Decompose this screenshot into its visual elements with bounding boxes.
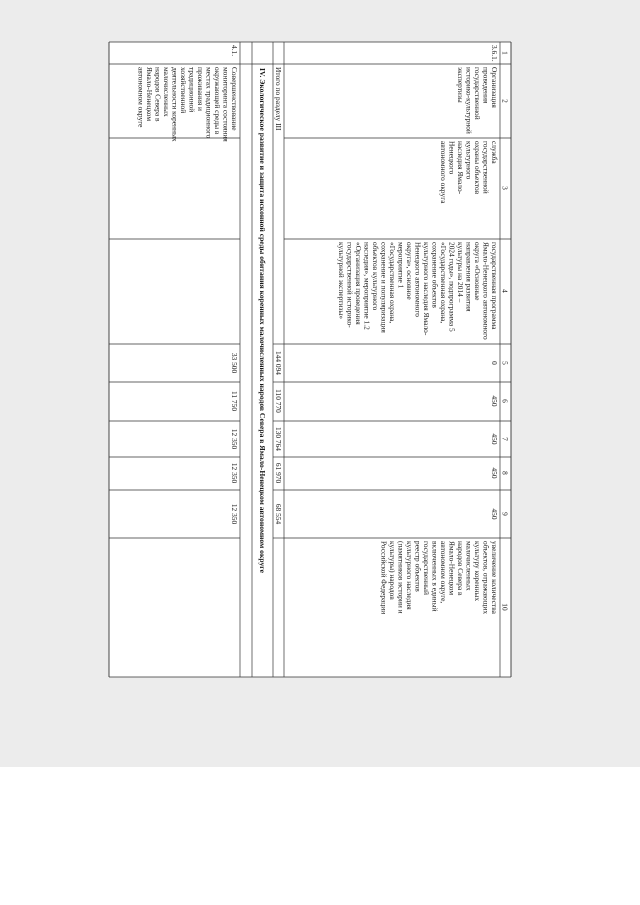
- row-number: 3.6.1.: [490, 45, 499, 62]
- row-4-1-col2-line: традиционной: [187, 67, 197, 113]
- row-3-6-1-col10-line: Ямало-Ненецком: [447, 541, 457, 596]
- row-3-6-1-col4-line: сохранение и популяризация: [379, 242, 389, 333]
- row-4-1-col2-line: проживания и: [196, 67, 205, 112]
- row-3-6-1-col4-line: государственная программа: [490, 242, 499, 330]
- row-4-1-col2-line: народов Севера в: [153, 67, 163, 122]
- row-4-1-value: 12 350: [230, 503, 239, 525]
- row-3-6-1-col4-line: культуры на 2014 –: [456, 242, 465, 303]
- total-row-value: 110 770: [274, 389, 283, 413]
- row-4-1-value: 11 750: [230, 390, 239, 412]
- total-row-label: Итого по разделу III: [274, 67, 283, 131]
- row-3-6-1-col3-line: автономного округа: [439, 141, 448, 204]
- row-3-6-1-col4-line: Ненецкого автономного: [413, 242, 423, 317]
- header-col-8: 8: [500, 471, 510, 475]
- header-col-3: 3: [500, 186, 510, 190]
- row-3-6-1-col2-line: историко-культурной: [464, 67, 474, 134]
- row-3-6-1-col10-line: государственный: [422, 541, 431, 595]
- row-3-6-1-col4-line: округа «Основные: [473, 242, 482, 301]
- row-3-6-1-col3-line: наследия Ямало-: [456, 141, 465, 195]
- row-number: 4.1.: [230, 45, 239, 57]
- row-3-6-1-value: 450: [490, 467, 499, 479]
- row-3-6-1-col4-line: Ямало-Ненецкого автономного: [481, 242, 491, 340]
- row-3-6-1-col2-line: экспертизы: [456, 67, 465, 103]
- row-3-6-1-col4-line: наследия», мероприятие 1.2: [362, 242, 372, 330]
- row-3-6-1-col10-line: Российской Федерации: [379, 541, 389, 615]
- row-3-6-1-col10-line: народов Севера в: [456, 541, 465, 596]
- row-4-1-col2-line: Ямало-Ненецком: [145, 67, 154, 122]
- row-3-6-1-value: 450: [490, 508, 499, 520]
- row-3-6-1-col3-line: Ненецкого: [447, 141, 457, 175]
- row-3-6-1-col2-line: проведения: [481, 67, 491, 104]
- header-col-1: 1: [500, 51, 510, 55]
- header-col-4: 4: [500, 289, 510, 293]
- row-3-6-1-value: 450: [490, 433, 499, 445]
- row-3-6-1-col10-line: увеличение количества: [490, 541, 499, 614]
- row-3-6-1-col10-line: включенных в единый: [430, 541, 440, 612]
- header-col-2: 2: [500, 99, 510, 103]
- row-3-6-1-col3-line: культурного: [464, 141, 474, 180]
- row-3-6-1-col4-line: «Государственная охрана,: [388, 242, 397, 324]
- row-3-6-1-col3-line: служба: [490, 141, 499, 164]
- row-4-1-value: 33 500: [230, 352, 239, 374]
- row-3-6-1-col10-line: культуру коренных: [473, 541, 482, 602]
- header-col-10: 10: [500, 603, 510, 611]
- total-row-value: 61 970: [274, 462, 283, 484]
- row-3-6-1-col10-line: объектов, отражающих: [481, 541, 491, 615]
- row-4-1-col2-line: деятельности коренных: [170, 67, 180, 142]
- row-3-6-1-col10-line: автономном округе,: [439, 541, 448, 604]
- rotated-table: [109, 42, 511, 677]
- row-3-6-1-col4-line: «Организация проведения: [354, 242, 363, 325]
- row-3-6-1-col10-line: культуры) народов: [388, 541, 397, 600]
- row-3-6-1-col2-line: Организация: [490, 67, 499, 108]
- header-col-9: 9: [500, 512, 510, 516]
- row-3-6-1-col4-line: объектов культурного: [371, 242, 380, 311]
- header-col-6: 6: [500, 399, 510, 403]
- row-3-6-1-col4-line: «Государственная охрана,: [439, 242, 448, 324]
- row-3-6-1-col10-line: (памятников истории и: [396, 541, 406, 614]
- total-row-value: 68 554: [274, 503, 283, 525]
- row-3-6-1-col4-line: направления развития: [464, 242, 474, 312]
- row-4-1-col2-line: мониторинга состояния: [221, 67, 231, 142]
- row-3-6-1-col3-line: охраны объектов: [473, 141, 482, 195]
- row-3-6-1-col4-line: культурного наследия Ямало-: [422, 242, 431, 336]
- row-4-1-col2-line: автономном округе: [136, 67, 146, 128]
- row-3-6-1-col4-line: округа», основное: [405, 242, 414, 300]
- total-row-value: 130 764: [274, 426, 283, 452]
- row-3-6-1-col2-line: государственной: [473, 67, 482, 120]
- row-4-1-col2-line: местах традиционного: [204, 67, 214, 139]
- row-4-1-col2-line: окружающей среды в: [213, 67, 222, 135]
- row-4-1-col2-line: хозяйственной: [179, 67, 188, 114]
- row-3-6-1-col10-line: реестр объектов: [413, 541, 423, 592]
- row-3-6-1-col4-line: 2024 годы», подпрограмма 5: [447, 242, 457, 332]
- row-4-1-value: 12 350: [230, 462, 239, 484]
- row-3-6-1-col10-line: малочисленных: [464, 541, 474, 591]
- row-3-6-1-col3-line: государственной: [481, 141, 491, 194]
- row-3-6-1-col4-line: сохранение объектов: [430, 242, 440, 308]
- row-4-1-value: 12 350: [230, 428, 239, 450]
- row-3-6-1-value: 0: [490, 361, 499, 365]
- row-4-1-col2-line: малочисленных: [162, 67, 171, 117]
- row-3-6-1-col4-line: мероприятие 1: [396, 242, 406, 289]
- row-3-6-1-col4-line: культурной экспертизы»: [337, 242, 346, 320]
- row-3-6-1-value: 450: [490, 395, 499, 407]
- section-iv-title: IV. Экологическое развитие и защита исконной среды обитания коренных малочисленных народов Севера в Ямало-Ненецком автономном округе: [258, 68, 267, 573]
- header-col-7: 7: [500, 437, 510, 441]
- row-3-6-1-col10-line: культурного наследия: [405, 541, 414, 610]
- header-col-5: 5: [500, 361, 510, 365]
- row-4-1-col2-line: Совершенствование: [230, 67, 239, 131]
- total-row-value: 144 094: [274, 350, 283, 376]
- row-3-6-1-col4-line: государственной историко-: [345, 242, 355, 328]
